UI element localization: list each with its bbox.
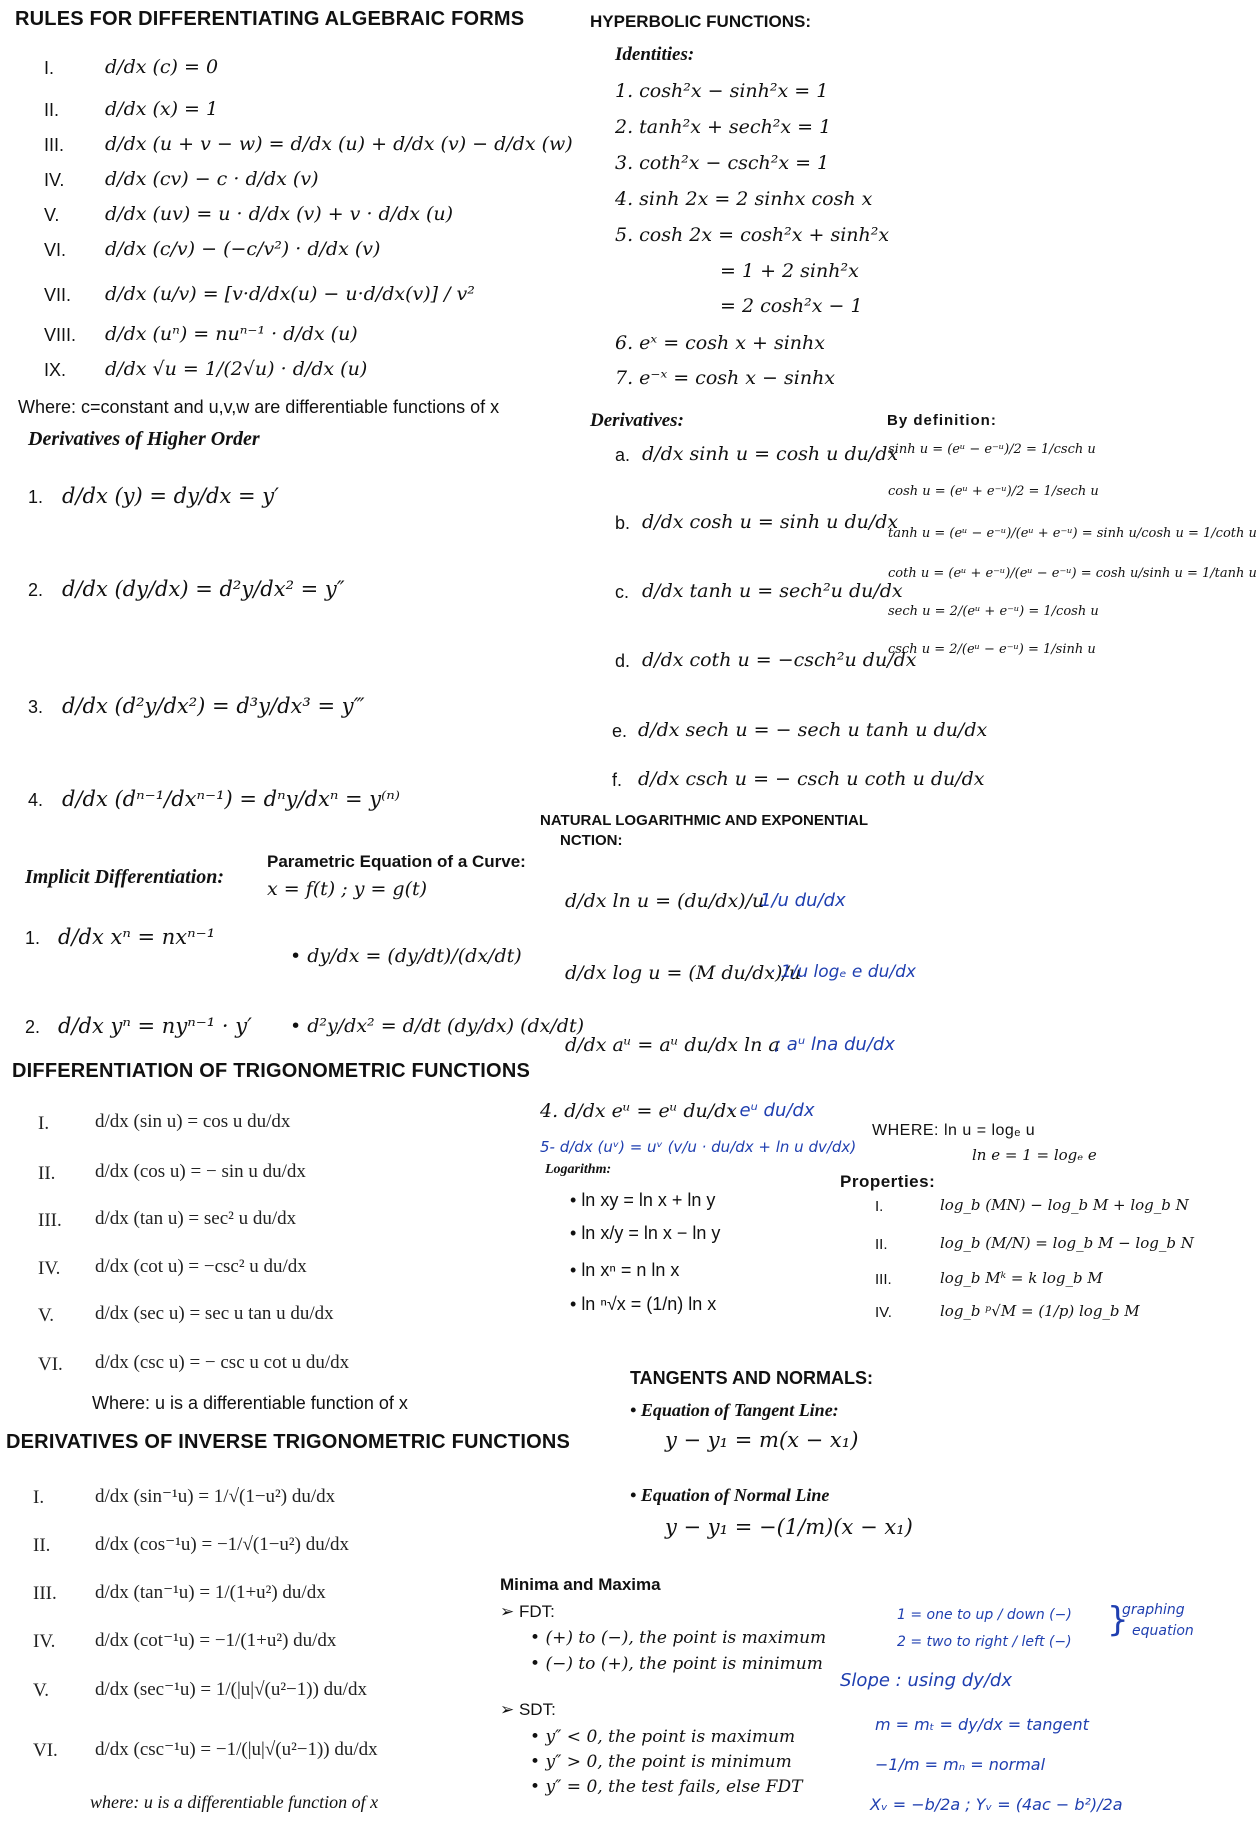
implicit-formula: d/dx yⁿ = nyⁿ⁻¹ · y′ — [58, 1014, 252, 1038]
fdt-item-text: (−) to (+), the point is minimum — [545, 1654, 823, 1674]
hand-note: Xᵥ = −b/2a ; Yᵥ = (4ac − b²)/2a — [870, 1795, 1123, 1814]
deriv-formula: d/dx tanh u = sech²u du/dx — [642, 580, 903, 602]
normal-line-label: • Equation of Normal Line — [630, 1485, 830, 1505]
fdt-item-text: (+) to (−), the point is maximum — [545, 1628, 827, 1648]
trig-formula: d/dx (cot u) = −csc² u du/dx — [95, 1256, 307, 1277]
higher-formula: d/dx (d²y/dx²) = d³y/dx³ = y‴ — [62, 694, 365, 718]
tangents-title: TANGENTS AND NORMALS: — [630, 1368, 873, 1388]
implicit-title: Implicit Differentiation: — [25, 866, 225, 888]
rule-formula: d/dx (cv) − c · d/dx (v) — [105, 168, 319, 190]
property-num: IV. — [875, 1304, 892, 1321]
inverse-formula: d/dx (sin⁻¹u) = 1/√(1−u²) du/dx — [95, 1486, 336, 1507]
definition: sinh u = (eᵘ − e⁻ᵘ)/2 = 1/csch u — [888, 442, 1096, 457]
deriv-letter: b. — [615, 513, 631, 533]
exp-a-derivative: d/dx aᵘ = aᵘ du/dx ln a — [565, 1034, 780, 1056]
rule-formula: d/dx (uⁿ) = nuⁿ⁻¹ · d/dx (u) — [105, 323, 358, 345]
fdt-label-text: FDT: — [518, 1602, 555, 1621]
hand-note: −1/m = mₙ = normal — [875, 1755, 1046, 1774]
higher-num: 4. — [28, 790, 44, 810]
parametric-second: • d²y/dx² = d/dt (dy/dx) (dx/dt) — [290, 1015, 585, 1037]
sdt-item-text: y″ = 0, the test fails, else FDT — [545, 1777, 803, 1797]
rules-title: RULES FOR DIFFERENTIATING ALGEBRAIC FORMS — [15, 8, 525, 30]
trig-title: DIFFERENTIATION OF TRIGONOMETRIC FUNCTIONS — [12, 1060, 530, 1082]
rule-num: IV. — [44, 170, 65, 190]
property-formula: log_b (MN) − log_b M + log_b N — [940, 1196, 1189, 1214]
fdt-item: • (+) to (−), the point is maximum — [530, 1628, 827, 1648]
rule-formula: d/dx (u/v) = [v·d/dx(u) − u·d/dx(v)] / v² — [105, 283, 475, 305]
trig-formula: d/dx (sin u) = cos u du/dx — [95, 1111, 291, 1132]
sdt-label-text: SDT: — [518, 1700, 556, 1719]
sdt-item: • y″ = 0, the test fails, else FDT — [530, 1777, 803, 1797]
by-definition-title: By definition: — [887, 412, 997, 429]
parametric-second-formula: d²y/dx² = d/dt (dy/dx) (dx/dt) — [307, 1015, 585, 1037]
trig-num: IV. — [38, 1258, 61, 1279]
hand-note: graphing — [1122, 1602, 1185, 1618]
log-rule-text: ln x/y = ln x − ln y — [581, 1223, 721, 1243]
definition: tanh u = (eᵘ − e⁻ᵘ)/(eᵘ + e⁻ᵘ) = sinh u/cosh u = 1/coth u — [888, 526, 1257, 541]
log-rule: • ln ⁿ√x = (1/n) ln x — [570, 1294, 717, 1314]
property-num: I. — [875, 1198, 884, 1215]
identity: 6. eˣ = cosh x + sinhx — [615, 332, 825, 354]
log-rule-text: ln ⁿ√x = (1/n) ln x — [581, 1294, 717, 1314]
deriv-letter: c. — [615, 582, 630, 602]
parametric-first-formula: dy/dx = (dy/dt)/(dx/dt) — [307, 945, 522, 967]
inverse-num: II. — [33, 1535, 51, 1556]
rule-num: V. — [44, 205, 60, 225]
fdt-label: ➢ FDT: — [500, 1602, 555, 1621]
identity: = 1 + 2 sinh²x — [720, 260, 859, 282]
deriv-formula: d/dx cosh u = sinh u du/dx — [642, 511, 899, 533]
sdt-item: • y″ < 0, the point is maximum — [530, 1727, 796, 1747]
definition: csch u = 2/(eᵘ − e⁻ᵘ) = 1/sinh u — [888, 642, 1096, 657]
inverse-num: IV. — [33, 1631, 56, 1652]
log-rule-text: ln xⁿ = n ln x — [581, 1260, 680, 1280]
rule-formula: d/dx (x) = 1 — [105, 98, 219, 120]
deriv-formula: d/dx csch u = − csch u coth u du/dx — [638, 768, 985, 790]
definition: coth u = (eᵘ + e⁻ᵘ)/(eᵘ − e⁻ᵘ) = cosh u/sinh u = 1/tanh u — [888, 566, 1257, 581]
where-ln-note-2: ln e = 1 = logₑ e — [972, 1146, 1097, 1164]
where-ln-note: WHERE: ln u = logₑ u — [872, 1122, 1036, 1139]
deriv-formula: d/dx sech u = − sech u tanh u du/dx — [638, 719, 988, 741]
rule-num: IX. — [44, 360, 67, 380]
parametric-first: • dy/dx = (dy/dt)/(dx/dt) — [290, 945, 522, 967]
rule-num: VI. — [44, 240, 67, 260]
trig-formula: d/dx (csc u) = − csc u cot u du/dx — [95, 1352, 350, 1373]
hyperbolic-title: HYPERBOLIC FUNCTIONS: — [590, 12, 811, 31]
identity: = 2 cosh²x − 1 — [720, 295, 863, 317]
rule-num: VII. — [44, 285, 72, 305]
power-rule-handwritten: 5- d/dx (uᵛ) = uᵛ (v/u · du/dx + ln u dv/dx) — [540, 1138, 857, 1156]
natural-log-title: NATURAL LOGARITHMIC AND EXPONENTIAL — [540, 812, 869, 829]
rule-num: I. — [44, 58, 55, 78]
property-formula: log_b Mᵏ = k log_b M — [940, 1269, 1103, 1287]
higher-num: 2. — [28, 580, 44, 600]
sdt-label: ➢ SDT: — [500, 1700, 556, 1719]
trig-num: VI. — [38, 1354, 63, 1375]
hand-note: Slope : using dy/dx — [840, 1670, 1013, 1691]
rule-formula: d/dx (uv) = u · d/dx (v) + v · d/dx (u) — [105, 203, 454, 225]
trig-num: V. — [38, 1305, 55, 1326]
ln-derivative: d/dx ln u = (du/dx)/u — [565, 890, 765, 912]
hand-note: 1 = one to up / down (−) — [897, 1607, 1072, 1623]
ln-derivative-handwritten: 1/u du/dx — [760, 890, 846, 911]
hand-note: equation — [1132, 1623, 1194, 1639]
higher-num: 3. — [28, 697, 44, 717]
higher-num: 1. — [28, 487, 44, 507]
trig-where-note: Where: u is a differentiable function of x — [92, 1393, 408, 1413]
deriv-letter: f. — [612, 770, 623, 790]
properties-title: Properties: — [840, 1172, 936, 1191]
hand-note: 2 = two to right / left (−) — [897, 1634, 1072, 1650]
inverse-formula: d/dx (csc⁻¹u) = −1/(|u|√(u²−1)) du/dx — [95, 1739, 378, 1760]
definition: cosh u = (eᵘ + e⁻ᵘ)/2 = 1/sech u — [888, 484, 1099, 499]
inverse-num: III. — [33, 1583, 57, 1604]
log-rule: • ln x/y = ln x − ln y — [570, 1223, 721, 1243]
natural-log-title-cont: NCTION: — [560, 832, 623, 849]
property-formula: log_b ᵖ√M = (1/p) log_b M — [940, 1302, 1140, 1320]
inverse-where-note: where: u is a differentiable function of x — [90, 1792, 379, 1812]
identity: 2. tanh²x + sech²x = 1 — [615, 116, 832, 138]
exp-e-derivative-handwritten: · eᵘ du/dx — [728, 1100, 815, 1121]
hand-note: m = mₜ = dy/dx = tangent — [875, 1715, 1089, 1734]
sdt-item-text: y″ < 0, the point is maximum — [545, 1727, 796, 1747]
inverse-formula: d/dx (tan⁻¹u) = 1/(1+u²) du/dx — [95, 1582, 326, 1603]
inverse-formula: d/dx (cot⁻¹u) = −1/(1+u²) du/dx — [95, 1630, 337, 1651]
rule-formula: d/dx (c/v) − (−c/v²) · d/dx (v) — [105, 238, 381, 260]
normal-line-title: Equation of Normal Line — [640, 1485, 830, 1505]
higher-formula: d/dx (y) = dy/dx = y′ — [62, 484, 279, 508]
implicit-num: 2. — [25, 1017, 41, 1037]
rule-formula: d/dx √u = 1/(2√u) · d/dx (u) — [105, 358, 368, 380]
rule-num: III. — [44, 135, 65, 155]
identity: 3. coth²x − csch²x = 1 — [615, 152, 830, 174]
identity: 7. e⁻ˣ = cosh x − sinhx — [615, 367, 836, 389]
inverse-num: I. — [33, 1487, 45, 1508]
identities-title: Identities: — [615, 44, 695, 65]
rule-formula: d/dx (c) = 0 — [105, 56, 219, 78]
derivatives-title: Derivatives: — [590, 410, 684, 431]
fdt-item: • (−) to (+), the point is minimum — [530, 1654, 823, 1674]
trig-num: I. — [38, 1113, 50, 1134]
parametric-def: x = f(t) ; y = g(t) — [267, 878, 428, 900]
parametric-title: Parametric Equation of a Curve: — [267, 852, 526, 871]
tangent-line-equation: y − y₁ = m(x − x₁) — [665, 1428, 859, 1452]
exp-a-derivative-handwritten: ; aᵘ lna du/dx — [775, 1034, 895, 1055]
deriv-formula: d/dx sinh u = cosh u du/dx — [642, 443, 899, 465]
identity: 5. cosh 2x = cosh²x + sinh²x — [615, 224, 890, 246]
trig-num: II. — [38, 1163, 56, 1184]
implicit-formula: d/dx xⁿ = nxⁿ⁻¹ — [58, 925, 216, 949]
log-rule: • ln xy = ln x + ln y — [570, 1190, 716, 1210]
inverse-formula: d/dx (sec⁻¹u) = 1/(|u|√(u²−1)) du/dx — [95, 1679, 367, 1700]
log-derivative: d/dx log u = (M du/dx)/u — [565, 962, 802, 984]
deriv-letter: a. — [615, 445, 631, 465]
log-rule-text: ln xy = ln x + ln y — [581, 1190, 716, 1210]
log-derivative-handwritten: · 1/u logₑ e du/dx — [770, 962, 916, 982]
logarithm-title: Logarithm: — [545, 1162, 612, 1177]
brace-icon: } — [1107, 1600, 1129, 1640]
higher-formula: d/dx (dⁿ⁻¹/dxⁿ⁻¹) = dⁿy/dxⁿ = y⁽ⁿ⁾ — [62, 787, 400, 811]
rule-num: II. — [44, 100, 60, 120]
trig-formula: d/dx (cos u) = − sin u du/dx — [95, 1161, 306, 1182]
property-formula: log_b (M/N) = log_b M − log_b N — [940, 1234, 1194, 1252]
inverse-formula: d/dx (cos⁻¹u) = −1/√(1−u²) du/dx — [95, 1534, 349, 1555]
identity: 4. sinh 2x = 2 sinhx cosh x — [615, 188, 873, 210]
tangent-line-label: • Equation of Tangent Line: — [630, 1400, 839, 1420]
higher-order-title: Derivatives of Higher Order — [28, 428, 260, 450]
deriv-formula: d/dx coth u = −csch²u du/dx — [642, 649, 917, 671]
deriv-letter: d. — [615, 651, 631, 671]
sdt-item-text: y″ > 0, the point is minimum — [545, 1752, 792, 1772]
rule-num: VIII. — [44, 325, 77, 345]
property-num: III. — [875, 1271, 892, 1288]
identity: 1. cosh²x − sinh²x = 1 — [615, 80, 829, 102]
minima-maxima-title: Minima and Maxima — [500, 1575, 661, 1594]
inverse-num: V. — [33, 1680, 50, 1701]
trig-formula: d/dx (sec u) = sec u tan u du/dx — [95, 1303, 334, 1324]
tangent-line-title: Equation of Tangent Line: — [640, 1400, 839, 1420]
rule-formula: d/dx (u + v − w) = d/dx (u) + d/dx (v) − d/dx (w) — [105, 133, 573, 155]
sdt-item: • y″ > 0, the point is minimum — [530, 1752, 792, 1772]
trig-formula: d/dx (tan u) = sec² u du/dx — [95, 1208, 297, 1229]
log-rule: • ln xⁿ = n ln x — [570, 1260, 680, 1280]
rules-where-note: Where: c=constant and u,v,w are differentiable functions of x — [18, 397, 500, 417]
inverse-num: VI. — [33, 1740, 58, 1761]
trig-num: III. — [38, 1210, 62, 1231]
exp-e-derivative: 4. d/dx eᵘ = eᵘ du/dx — [540, 1100, 738, 1122]
property-num: II. — [875, 1236, 888, 1253]
implicit-num: 1. — [25, 928, 41, 948]
definition: sech u = 2/(eᵘ + e⁻ᵘ) = 1/cosh u — [888, 604, 1099, 619]
deriv-letter: e. — [612, 721, 628, 741]
normal-line-equation: y − y₁ = −(1/m)(x − x₁) — [665, 1515, 913, 1539]
inverse-trig-title: DERIVATIVES OF INVERSE TRIGONOMETRIC FUNCTIONS — [6, 1431, 571, 1453]
higher-formula: d/dx (dy/dx) = d²y/dx² = y″ — [62, 577, 345, 601]
